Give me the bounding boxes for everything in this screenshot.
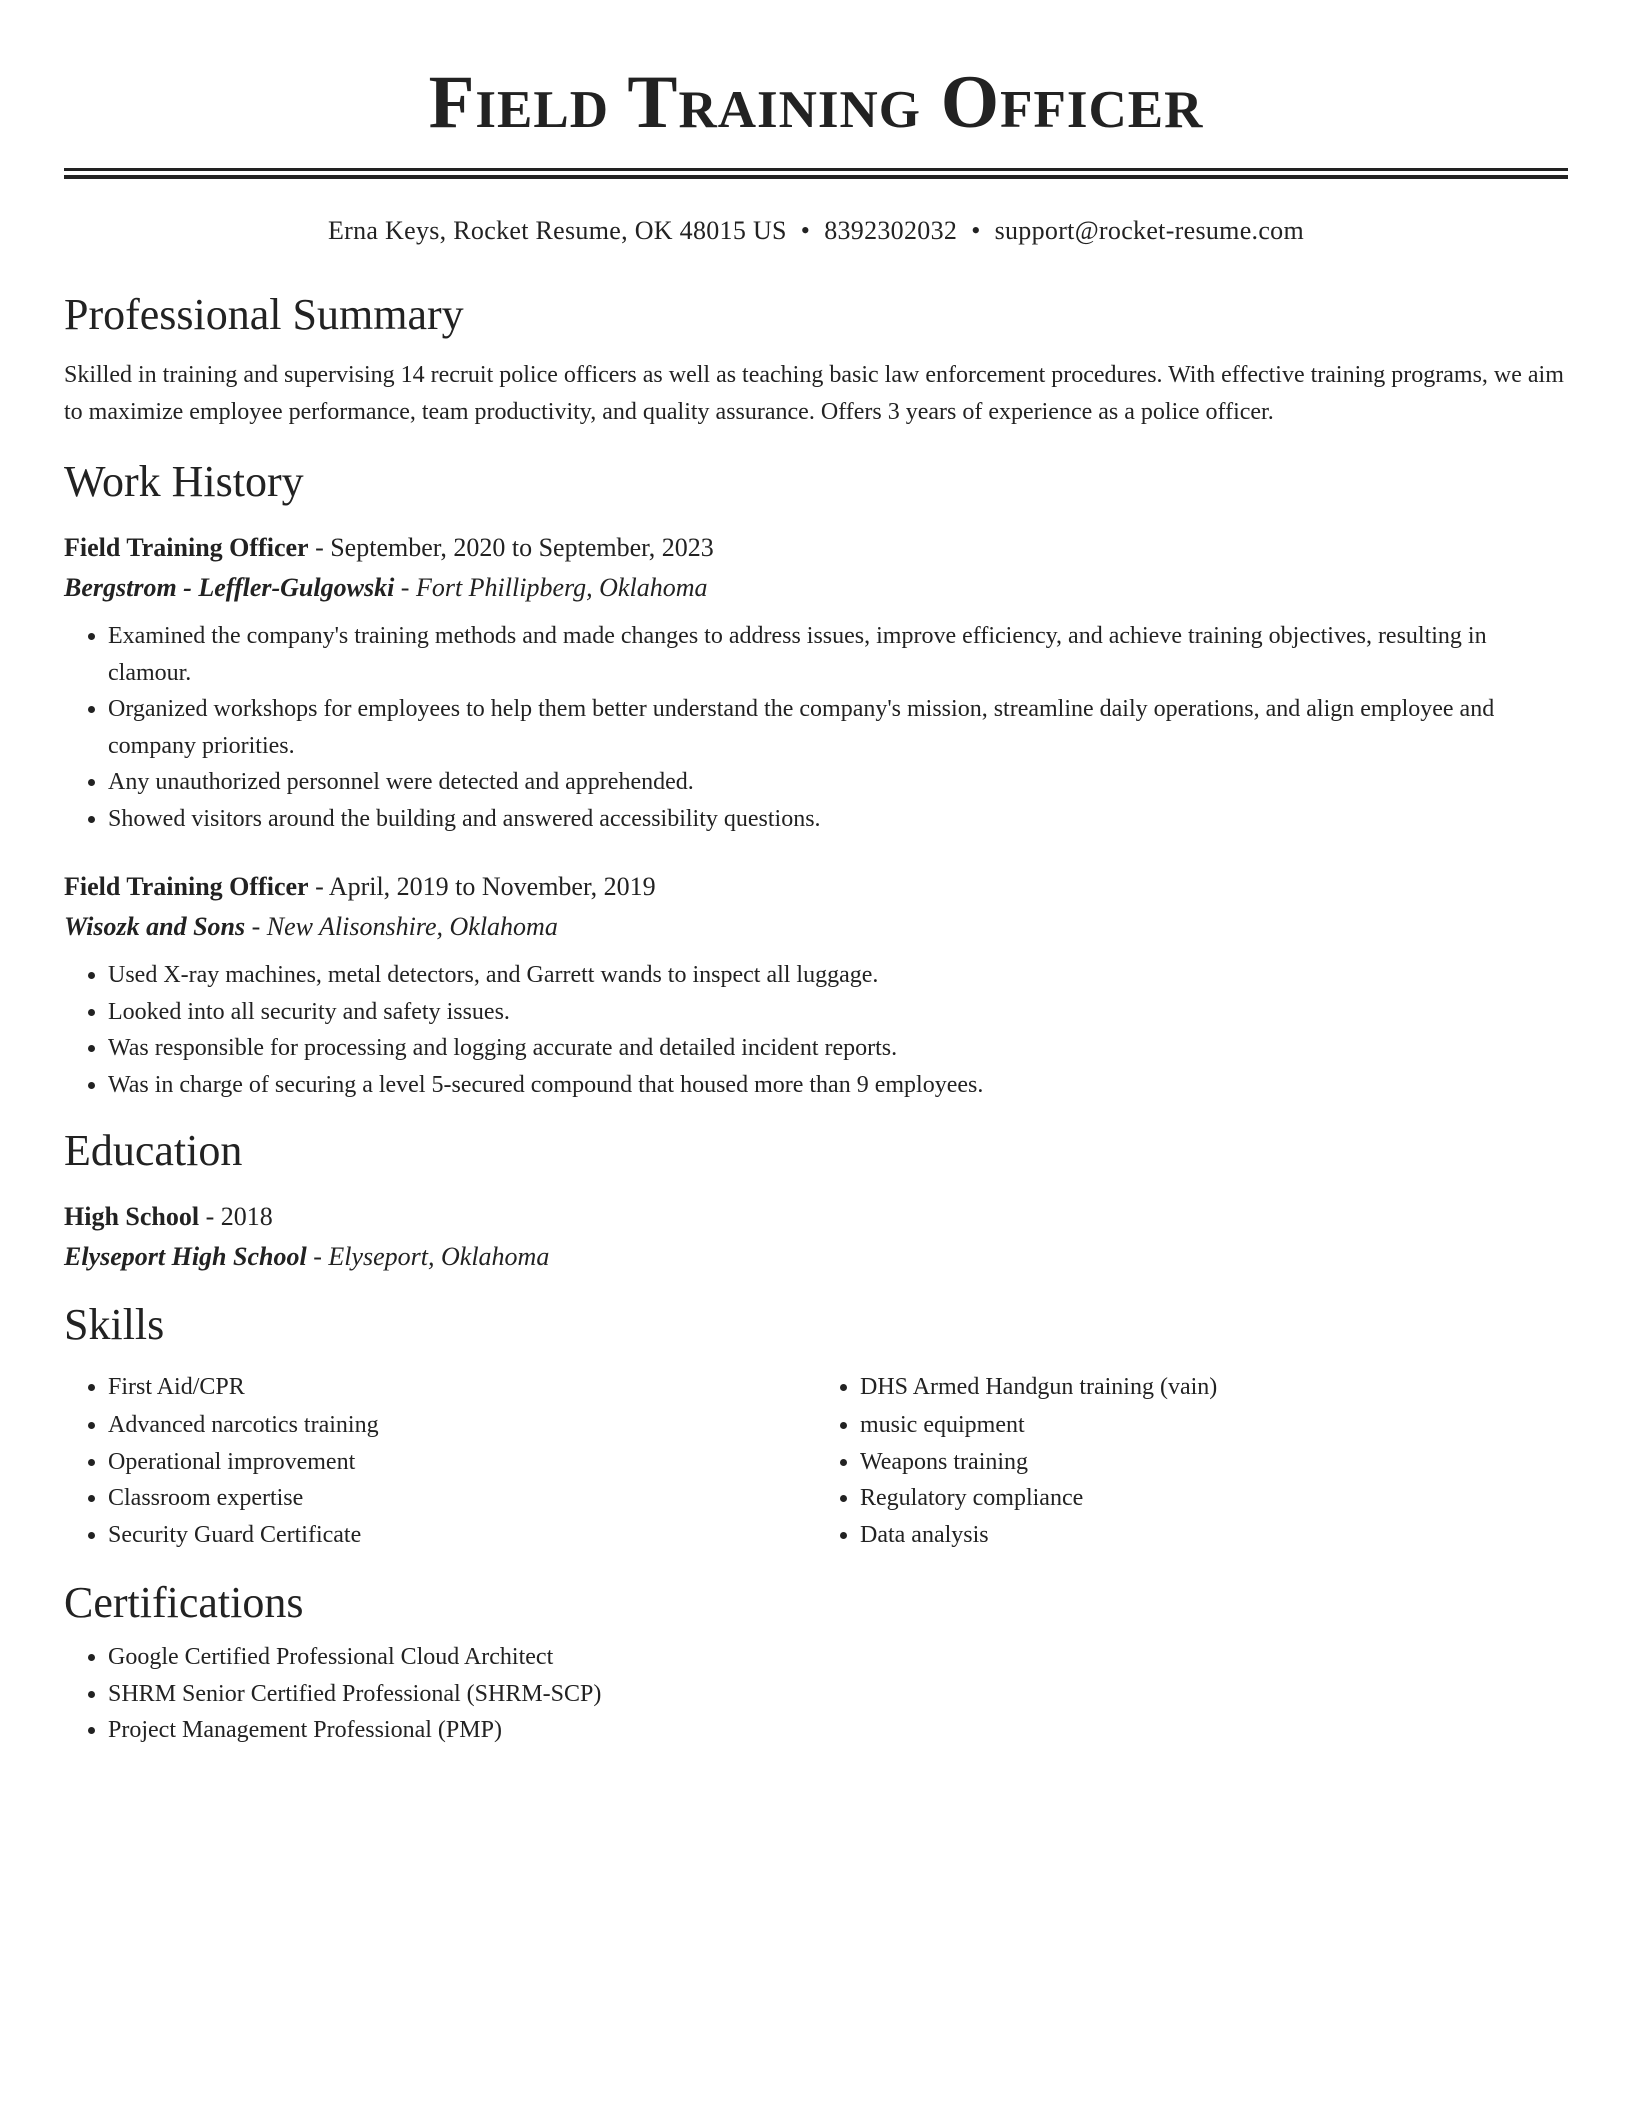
job-location: - Fort Phillipberg, Oklahoma [394, 573, 708, 602]
education-school-line [64, 1237, 1568, 1277]
list-item: • Showed visitors around the building and answered accessibility questions. [108, 801, 1568, 838]
job-company: Bergstrom - Leffler-Gulgowski [64, 573, 395, 602]
title-double-rule [64, 168, 1568, 179]
job-title: Field Training Officer [64, 872, 309, 901]
education-location: - Elyseport, Oklahoma [306, 1242, 550, 1271]
contact-line [64, 215, 1568, 247]
summary-heading: Professional Summary [64, 290, 464, 339]
contact-separator: • [971, 216, 981, 245]
job-company-line [64, 907, 1568, 947]
job-company-line [64, 568, 1568, 608]
skills-list-right [816, 1369, 1568, 1553]
skills-list-left [64, 1369, 816, 1553]
education-degree-line [64, 1197, 1568, 1237]
contact-separator: • [800, 216, 811, 245]
skills-grid [64, 1369, 1568, 1553]
job-dates: - April, 2019 to November, 2019 [308, 872, 656, 901]
summary-text: Skilled in training and supervising 14 recruit police officers as well as teaching basic law enforcement procedures. With effective training programs, we aim to maximize employee performance, team productivity, and quality assurance. Offers 3 years of experience as a police officer. [64, 362, 1564, 425]
list-item: • Any unauthorized personnel were detected and apprehended. [108, 764, 1568, 801]
list-item: • Advanced narcotics training [108, 1407, 816, 1444]
job-duties-list [64, 957, 1568, 1103]
skills-heading: Skills [64, 1300, 165, 1349]
resume-title: Field Training Officer [428, 61, 1204, 144]
certifications-heading: Certifications [64, 1578, 304, 1627]
list-item: • Used X-ray machines, metal detectors, and Garrett wands to inspect all luggage. [108, 957, 1568, 994]
job-title-line [64, 528, 1568, 568]
education-year: - 2018 [199, 1202, 273, 1231]
list-item: • Organized workshops for employees to help them better understand the company's mission, streamline daily operations, and align employee and company priorities. [108, 691, 1568, 764]
contact-phone: 8392302032 [824, 216, 958, 245]
list-item: • music equipment [860, 1407, 1568, 1444]
list-item: • Looked into all security and safety issues. [108, 994, 1568, 1031]
job-location: - New Alisonshire, Oklahoma [245, 912, 558, 941]
education-degree: High School [64, 1202, 200, 1231]
list-item: • Data analysis [860, 1517, 1568, 1554]
job-company: Wisozk and Sons [64, 912, 246, 941]
job-entry [64, 867, 1568, 1103]
list-item: • Operational improvement [108, 1444, 816, 1481]
list-item: • Project Management Professional (PMP) [108, 1712, 1568, 1749]
contact-email: support@rocket-resume.com [994, 216, 1305, 245]
job-title: Field Training Officer [64, 533, 309, 562]
list-item: • Was responsible for processing and logging accurate and detailed incident reports. [108, 1030, 1568, 1067]
job-entry [64, 528, 1568, 837]
list-item: • Security Guard Certificate [108, 1517, 816, 1554]
education-heading: Education [64, 1126, 243, 1175]
job-dates: - September, 2020 to September, 2023 [308, 533, 714, 562]
list-item: • Was in charge of securing a level 5-secured compound that housed more than 9 employees. [108, 1067, 1568, 1104]
list-item: • Examined the company's training methods and made changes to address issues, improve efficiency, and achieve training objectives, resulting in clamour. [108, 618, 1568, 691]
list-item: • First Aid/CPR [108, 1369, 816, 1406]
certifications-list [64, 1639, 1568, 1749]
work-history-heading: Work History [64, 457, 304, 506]
list-item: • SHRM Senior Certified Professional (SHRM-SCP) [108, 1676, 1568, 1713]
list-item: • Regulatory compliance [860, 1480, 1568, 1517]
list-item: • Weapons training [860, 1444, 1568, 1481]
list-item: • DHS Armed Handgun training (vain) [860, 1369, 1568, 1406]
list-item: • Classroom expertise [108, 1480, 816, 1517]
contact-address: Erna Keys, Rocket Resume, OK 48015 US [327, 216, 787, 245]
education-entry [64, 1197, 1568, 1277]
education-school: Elyseport High School [64, 1242, 307, 1271]
job-title-line [64, 867, 1568, 907]
list-item: • Google Certified Professional Cloud Architect [108, 1639, 1568, 1676]
job-duties-list [64, 618, 1568, 837]
